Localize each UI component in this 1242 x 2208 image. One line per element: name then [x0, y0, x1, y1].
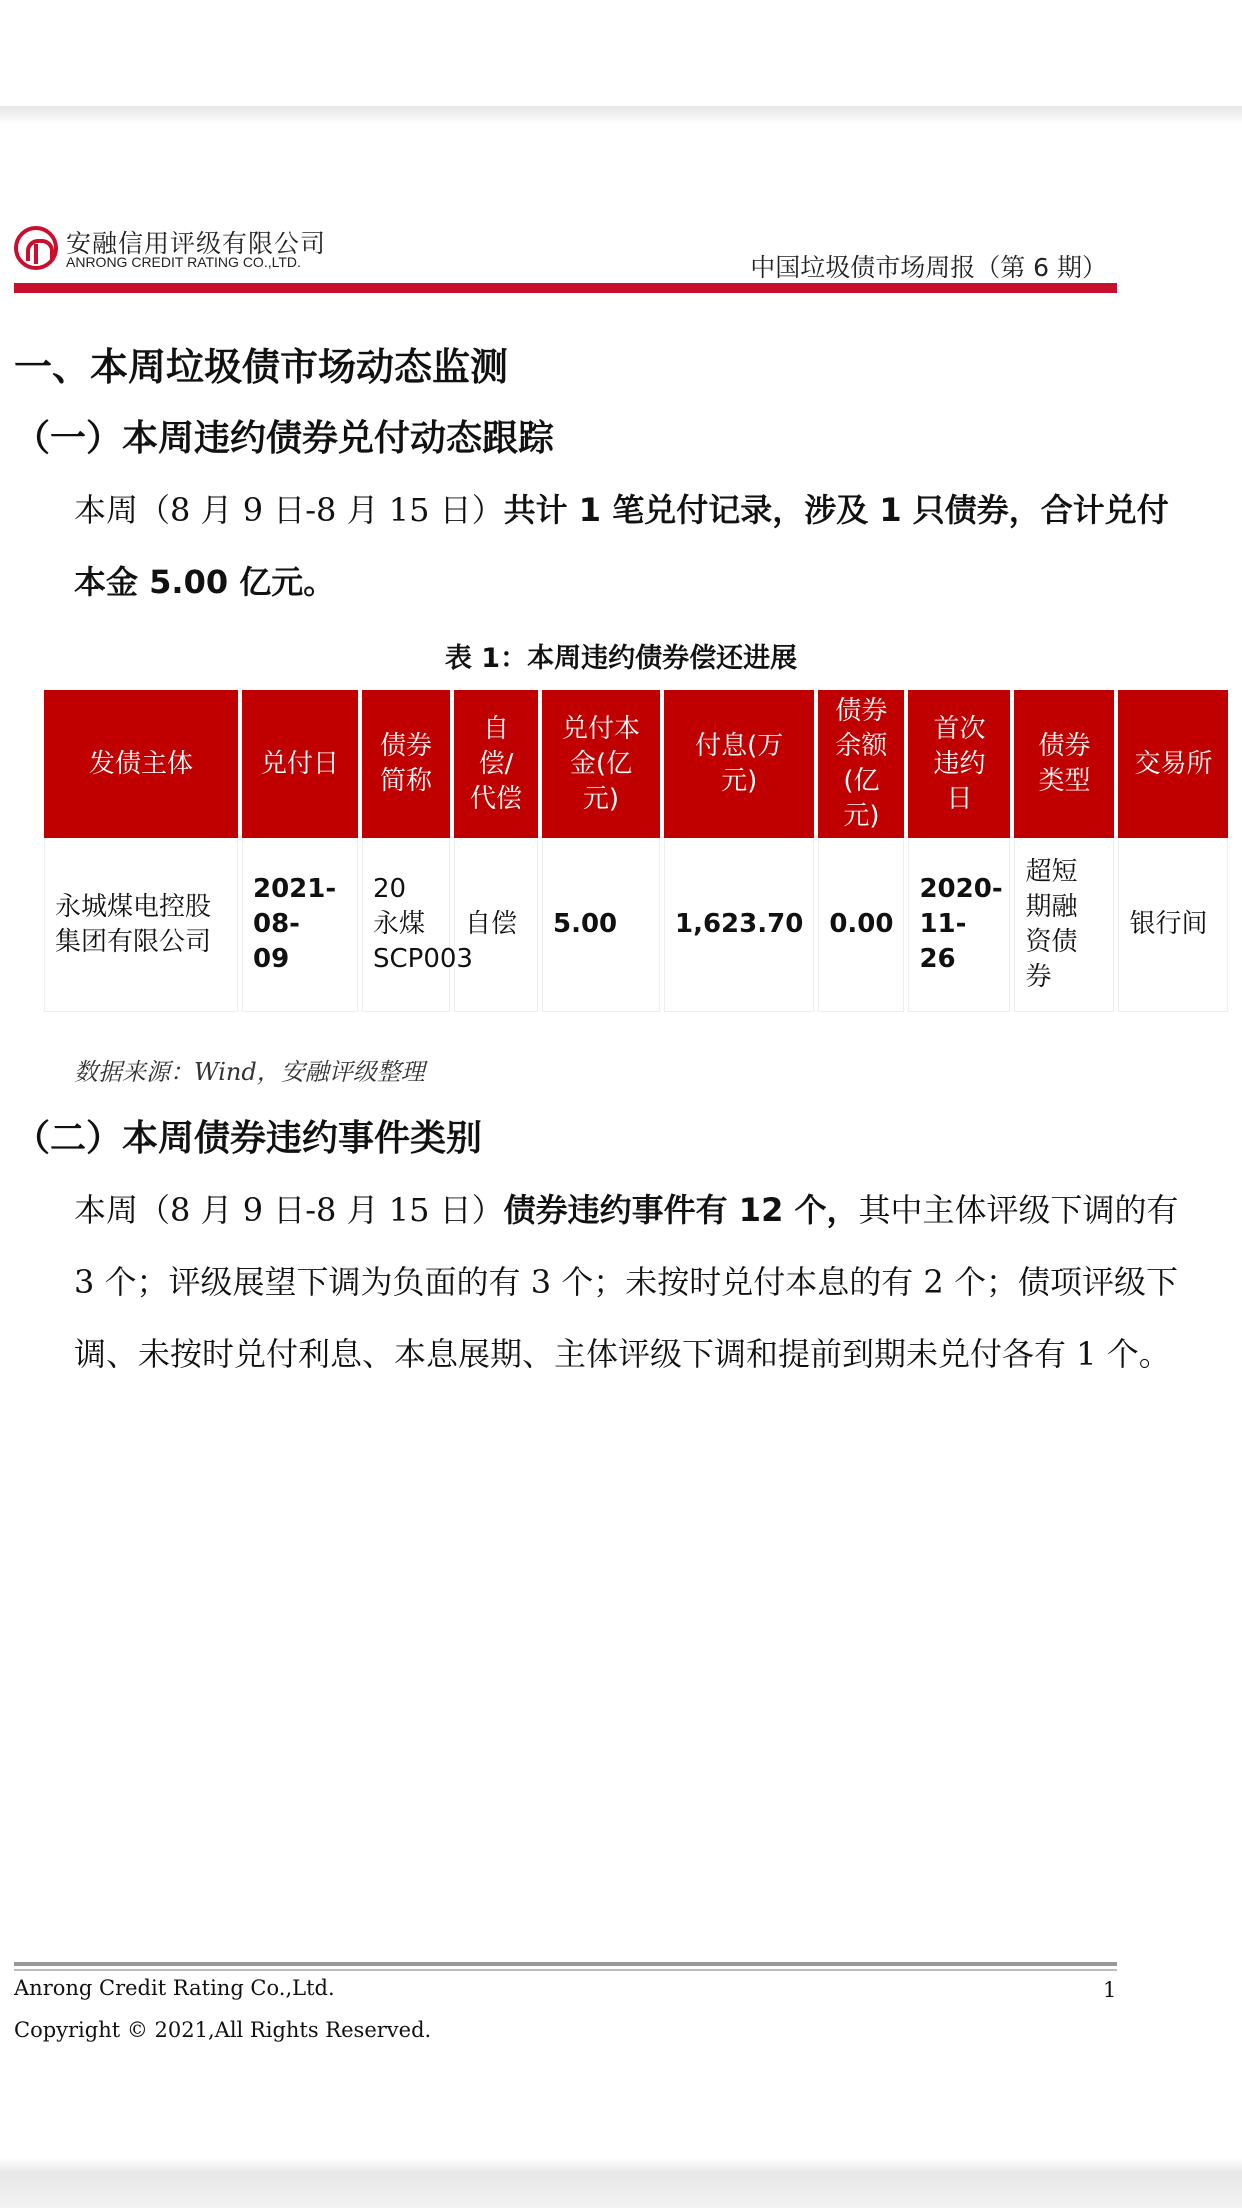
- header-cell: 债券简称: [362, 690, 450, 838]
- table-cell: 永城煤电控股集团有限公司: [44, 838, 238, 1012]
- company-name-cn: 安融信用评级有限公司: [66, 229, 327, 258]
- section-title: 一、本周垃圾债市场动态监测: [14, 345, 509, 389]
- anrong-logo-icon: [14, 226, 58, 270]
- viewer-bottom-area: [0, 2158, 1242, 2208]
- paragraph-1-plain: 本周（8 月 9 日-8 月 15 日）: [74, 491, 504, 529]
- header-cell: 兑付日: [242, 690, 358, 838]
- paragraph-2-rest: 其中主体评级下调的有 3 个；评级展望下调为负面的有 3 个；未按时兑付本息的有 2 个；债项评级下调、未按时兑付利息、本息展期、主体评级下调和提前到期未兑付各有 1 个。: [74, 1191, 1179, 1373]
- paragraph-2-bold: 债券违约事件有 12 个，: [503, 1191, 859, 1229]
- header-cell: 兑付本金(亿元): [542, 690, 660, 838]
- repayment-table: [40, 690, 1232, 1012]
- table-row: [44, 838, 1228, 1012]
- table-cell: 超短期融资债券: [1014, 838, 1114, 1012]
- report-title: 中国垃圾债市场周报（第 6 期）: [750, 253, 1107, 282]
- paragraph-1: [14, 474, 1184, 618]
- paragraph-1-bold: 共计 1 笔兑付记录，涉及 1 只债券，合计兑付本金 5.00 亿元。: [74, 491, 1169, 601]
- page-number: 1: [1103, 1978, 1117, 2002]
- subsection-title-1: （一）本周违约债券兑付动态跟踪: [14, 418, 555, 459]
- footer-company: Anrong Credit Rating Co.,Ltd.: [14, 1976, 335, 2000]
- header-cell: 发债主体: [44, 690, 238, 838]
- table-caption: 表 1：本周违约债券偿还进展: [444, 643, 798, 674]
- paragraph-2: [14, 1174, 1184, 1390]
- table-cell: 1,623.70: [664, 838, 814, 1012]
- subsection-title-2: （二）本周债券违约事件类别: [14, 1118, 483, 1159]
- header-cell: 债券类型: [1014, 690, 1114, 838]
- company-logo: [14, 226, 327, 276]
- paragraph-2-plain: 本周（8 月 9 日-8 月 15 日）: [74, 1191, 504, 1229]
- data-source-note: 数据来源：Wind，安融评级整理: [74, 1058, 425, 1086]
- table-cell: 银行间: [1118, 838, 1228, 1012]
- footer-divider: [14, 1962, 1117, 1966]
- header-cell: 交易所: [1118, 690, 1228, 838]
- table-cell: 2021-08-09: [242, 838, 358, 1012]
- table-cell: 0.00: [818, 838, 904, 1012]
- table-cell: 20 永煤 SCP003: [362, 838, 450, 1012]
- footer-copyright: Copyright © 2021,All Rights Reserved.: [14, 2018, 432, 2042]
- header-cell: 自偿/代偿: [454, 690, 538, 838]
- header-cell: 债券余额(亿元): [818, 690, 904, 838]
- footer-divider-thin: [14, 1969, 1117, 1971]
- table-cell: 2020-11-26: [908, 838, 1010, 1012]
- table-header-row: [44, 690, 1228, 838]
- table-cell: 5.00: [542, 838, 660, 1012]
- company-name-en: ANRONG CREDIT RATING CO.,LTD.: [66, 254, 301, 270]
- header-divider: [14, 283, 1117, 293]
- table-cell: 自偿: [454, 838, 538, 1012]
- header-cell: 首次违约日: [908, 690, 1010, 838]
- viewer-top-area: [0, 0, 1242, 108]
- header-cell: 付息(万元): [664, 690, 814, 838]
